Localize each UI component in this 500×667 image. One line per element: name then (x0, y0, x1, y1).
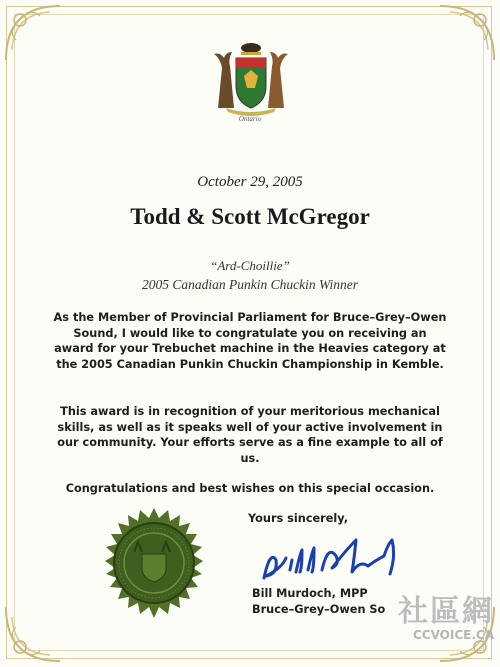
machine-nickname: “Ard-Choillie” (210, 258, 290, 273)
closing-line: Yours sincerely, (248, 512, 349, 525)
signer-name: Bill Murdoch, MPP (252, 587, 368, 600)
official-seal-icon (96, 506, 212, 622)
recipient-name: Todd & Scott McGregor (130, 204, 370, 229)
corner-ornament-icon (0, 597, 70, 667)
corner-ornament-icon (430, 0, 500, 70)
award-title: 2005 Canadian Punkin Chuckin Winner (142, 277, 358, 292)
body-paragraph-2: This award is in recognition of your meritorious mechanical skills, as well as it speaks well of your active involvement in our community. Your efforts serve as a fine example to all of us. (57, 405, 443, 465)
corner-ornament-icon (0, 0, 70, 70)
signature-icon (256, 520, 416, 592)
coat-of-arms-icon (208, 38, 294, 116)
watermark-cjk-text: 社區網 (398, 594, 494, 629)
signer-block (252, 586, 385, 618)
body-paragraph-3: Congratulations and best wishes on this special occasion. (65, 482, 435, 495)
signer-riding: Bruce–Grey–Owen So (252, 603, 386, 616)
certificate-date: October 29, 2005 (197, 174, 303, 190)
watermark (384, 596, 494, 642)
crest-caption: Ontario (238, 115, 262, 123)
watermark-url: CCVOICE.CA (412, 628, 494, 642)
body-paragraph-1: As the Member of Provincial Parliament for Bruce–Grey–Owen Sound, I would like to congratulate you on receiving an award for your Trebuchet machine in the Heavies category at the 2005 Canadian Punkin Chuckin Championship in Kemble. (53, 311, 447, 371)
